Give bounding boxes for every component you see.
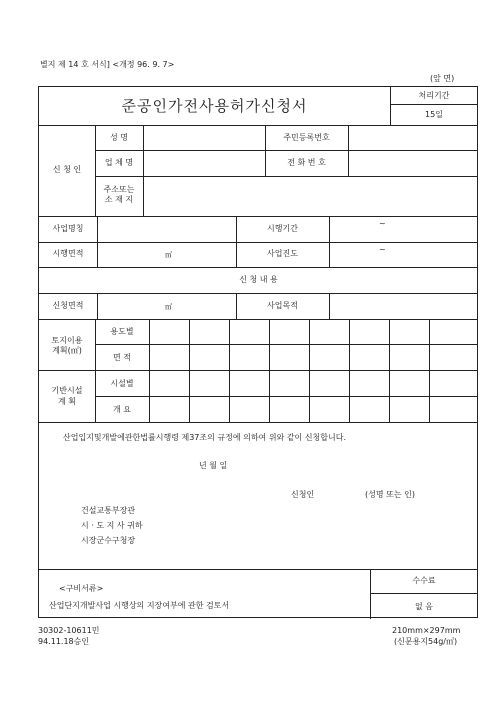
addressee-governor: 시 · 도 지 사 귀하 [81,521,143,530]
required-docs-label: <구비서류> [59,584,104,593]
addressee-minister: 건설교통부장관 [81,506,136,515]
land-use-label-line1: 토지이용 [51,336,83,345]
project-name-label: 사업명칭 [52,224,84,233]
progress-label: 사업진도 [267,249,298,258]
form-code: 30302-10611민 [38,626,100,635]
resident-number-label: 주민등록번호 [283,133,330,142]
page-side-label: (앞 면) [430,74,455,83]
required-docs-item: 산업단지개발사업 시행상의 지장여부에 관한 검토서 [49,601,230,610]
processing-period-label: 처리기간 [418,91,450,100]
application-statement: 산업입지및개발에관한법률시행령 제37조의 규정에 의하여 위와 같이 신청합니다. [63,433,347,442]
request-content-header: 신 청 내 용 [239,275,278,284]
infra-label-line1: 기반시설 [51,386,83,395]
processing-period-value: 15일 [425,110,443,119]
addressee-mayor: 시장군수구청장 [81,536,136,545]
phone-number-label: 전 화 번 호 [287,158,326,167]
progress-separator: ~ [379,245,386,254]
fee-value: 없 음 [415,602,433,611]
application-form [38,86,478,618]
by-facility-label: 시설별 [110,379,134,388]
applicant-signature-hint: (성명 또는 인) [365,490,415,499]
form-number: 별지 제 14 호 서식] <개정 96. 9. 7> [40,60,175,69]
by-use-label: 용도별 [110,327,134,336]
request-area-label: 신청면적 [52,301,84,310]
infra-label-line2: 계 획 [58,397,76,406]
summary-label: 개 요 [113,405,131,414]
address-label-line2: 소 재 지 [104,195,134,204]
fee-label: 수수료 [412,576,436,585]
applicant-section-label: 신 청 인 [52,165,82,174]
area-label: 면 적 [113,353,131,362]
form-title: 준공인가전사용허가신청서 [121,97,308,115]
work-period-separator: ~ [379,219,386,228]
land-use-label-line2: 계획(㎡) [52,346,82,355]
request-area-unit: ㎡ [165,303,172,311]
address-label-line1: 주소또는 [103,185,135,194]
approval-date: 94.11.18승인 [38,637,90,646]
company-name-label: 업 체 명 [104,158,134,167]
paper-type: (신문용지54g/㎡) [394,637,458,646]
work-area-label: 시행면적 [52,249,84,258]
applicant-signature-label: 신청인 [291,490,315,499]
application-date: 년 월 일 [199,461,228,470]
project-purpose-label: 사업목적 [267,301,298,310]
paper-size: 210mm×297mm [392,626,461,635]
work-area-unit: ㎡ [165,251,172,259]
work-period-label: 시행기간 [267,224,298,233]
name-label: 성 명 [110,133,128,142]
